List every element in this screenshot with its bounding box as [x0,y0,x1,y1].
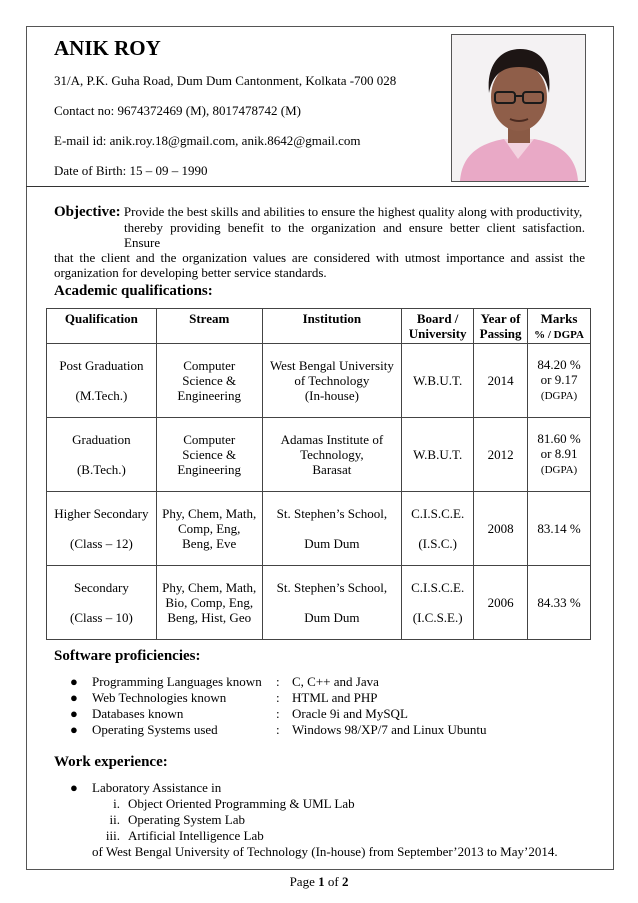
candidate-name: ANIK ROY [54,36,161,60]
cell-qualification: Secondary (Class – 10) [47,566,157,640]
person-photo-icon [452,35,585,181]
objective-line-2: thereby providing benefit to the organization and ensure better client satisfaction. Ensure [124,220,585,250]
work-employer: of West Bengal University of Technology (In-house) from September’2013 to May’2014. [92,844,558,859]
cell-board: W.B.U.T. [402,344,474,418]
cell-institution: Adamas Institute of Technology, Barasat [262,418,402,492]
table-header-row [47,309,591,344]
bullet-icon: ● [70,722,78,737]
software-heading: Software proficiencies: [54,648,201,664]
cell-stream: Phy, Chem, Math, Bio, Comp, Eng, Beng, Hist, Geo [156,566,262,640]
cell-stream: Computer Science & Engineering [156,418,262,492]
objective-text-rest: that the client and the organization values are considered with utmost importance and assist the organization for developing better service standards. [54,250,585,280]
cell-qualification: Higher Secondary (Class – 12) [47,492,157,566]
cell-year: 2008 [474,492,528,566]
cell-marks: 81.60 % or 8.91 (DGPA) [528,418,591,492]
cell-institution: St. Stephen’s School, Dum Dum [262,566,402,640]
date-of-birth: Date of Birth: 15 – 09 – 1990 [54,163,208,178]
address: 31/A, P.K. Guha Road, Dum Dum Cantonment, Kolkata -700 028 [54,73,397,88]
bullet-icon: ● [70,674,78,689]
profile-photo [451,34,586,182]
objective-line-1: Provide the best skills and abilities to ensure the highest quality along with productivity, [123,204,583,219]
cell-board: C.I.S.C.E. (I.S.C.) [402,492,474,566]
work-heading: Work experience: [54,754,168,770]
academic-table [46,308,591,640]
column-header-institution: Institution [262,309,402,344]
cell-qualification: Graduation (B.Tech.) [47,418,157,492]
cell-year: 2014 [474,344,528,418]
column-header-marks: Marks % / DGPA [528,309,591,344]
contact-numbers: Contact no: 9674372469 (M), 8017478742 (M) [54,103,301,118]
bullet-icon: ● [70,706,78,721]
cell-stream: Computer Science & Engineering [156,344,262,418]
cell-board: W.B.U.T. [402,418,474,492]
bullet-icon: ● [70,780,78,795]
cell-year: 2012 [474,418,528,492]
header-divider [26,186,589,187]
cell-qualification: Post Graduation (M.Tech.) [47,344,157,418]
bullet-icon: ● [70,690,78,705]
objective-label: Objective: [54,204,121,220]
objective-section [54,204,585,280]
column-header-year: Year of Passing [474,309,528,344]
table-row [47,344,591,418]
email-ids: E-mail id: anik.roy.18@gmail.com, anik.8642@gmail.com [54,133,361,148]
cell-marks: 84.20 % or 9.17 (DGPA) [528,344,591,418]
cell-marks: 84.33 % [528,566,591,640]
cell-year: 2006 [474,566,528,640]
table-row [47,566,591,640]
cell-marks: 83.14 % [528,492,591,566]
table-row [47,418,591,492]
academic-heading: Academic qualifications: [54,283,213,299]
cell-institution: West Bengal University of Technology (In-house) [262,344,402,418]
page-number: Page 1 of 2 [289,874,349,889]
work-role: Laboratory Assistance in [92,780,222,795]
column-header-board: Board / University [402,309,474,344]
column-header-stream: Stream [156,309,262,344]
column-header-qualification: Qualification [47,309,157,344]
table-row [47,492,591,566]
cell-board: C.I.S.C.E. (I.C.S.E.) [402,566,474,640]
cell-institution: St. Stephen’s School, Dum Dum [262,492,402,566]
cell-stream: Phy, Chem, Math, Comp, Eng, Beng, Eve [156,492,262,566]
